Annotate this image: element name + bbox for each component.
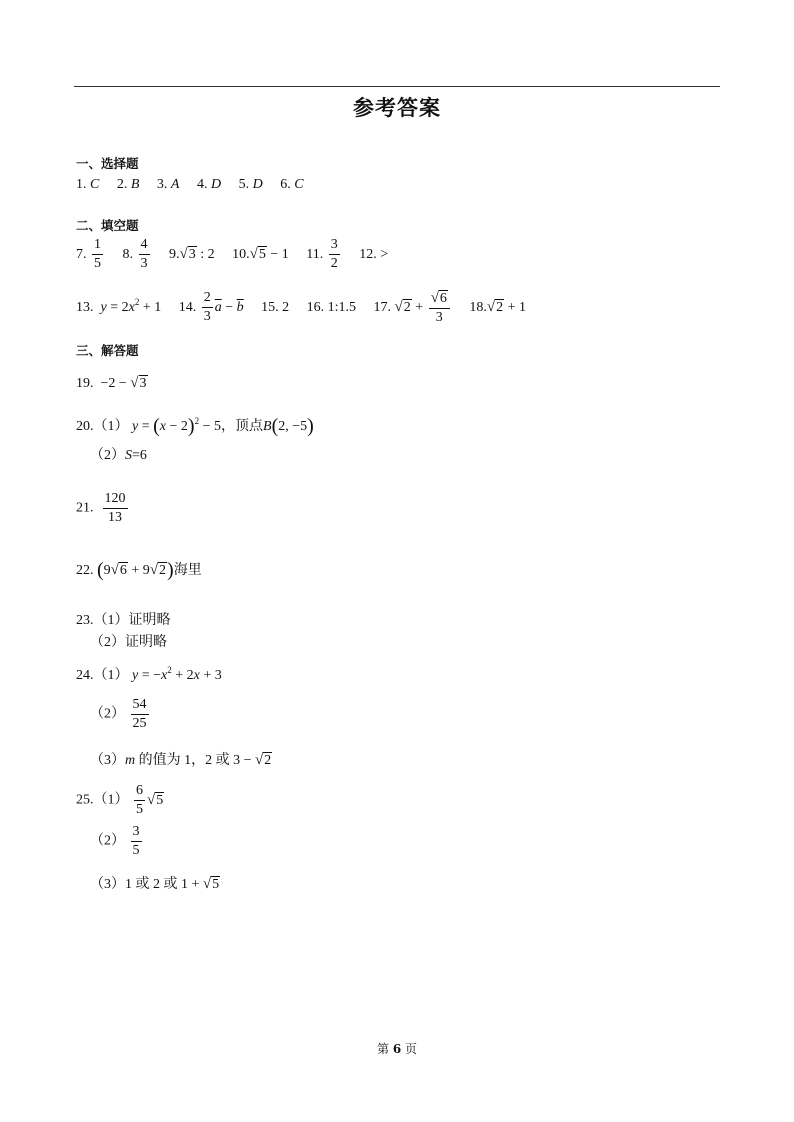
mc-answer-6: 6. C: [280, 177, 304, 192]
solve-answer-22: 22. (9 √ 6 + 9 √ 2 )海里: [76, 559, 202, 581]
sqrt: √ 5: [147, 791, 164, 808]
fill-row-2: [76, 290, 540, 325]
fraction: $\frac{120}{13}$: [104, 491, 126, 525]
solve-answer-24-part-3: （3）m 的值为 1，2 或 3 − √ 2: [90, 752, 272, 768]
solve-answer-20-part-2: （2）S=6: [90, 448, 147, 463]
mc-answer-4: 4. D: [196, 177, 222, 192]
solve-answer-21: 21. $\frac{120}{13}$: [76, 491, 126, 525]
page-footer: 第 6 页: [376, 1042, 418, 1056]
fraction: $\frac{1}{5}$: [94, 237, 101, 271]
fraction: $\frac{3}{2}$: [330, 237, 338, 271]
fill-row-1: [76, 238, 402, 271]
solve-answer-23-part-2: （2）证明略: [90, 635, 167, 650]
page-title: 参考答案: [353, 95, 441, 120]
sqrt: √ 2: [486, 298, 504, 315]
sqrt: √ 2: [149, 562, 167, 578]
solve-answer-24-part-1: 24.（1） $y = -x^2 + 2x + 3$: [76, 665, 222, 683]
sqrt: √ 2: [394, 298, 411, 315]
fill-answer-8: 8. $\frac{4}{3}$: [122, 237, 148, 271]
sqrt: √ 2: [255, 752, 272, 768]
section-heading-solve: 三、解答题: [76, 343, 139, 358]
section-heading-fill: 二、填空题: [76, 218, 139, 233]
fill-answer-14: 14. $\frac{2}{3}$ $\overline{a} - \overline{b}$: [178, 290, 244, 324]
sqrt: √ 3: [179, 245, 196, 262]
fraction: √ 6 3: [429, 290, 450, 325]
solve-answer-25-part-1: 25.（1） $\frac{6}{5}$ √ 5: [76, 783, 164, 817]
fill-answer-12: 12. >: [359, 246, 389, 262]
solve-answer-20-part-1: 20.（1） $y = (x - 2)^2 - 5$，顶点B(2, −5): [76, 415, 314, 437]
mc-answer-5: 5. D: [238, 177, 263, 192]
mc-answer-1: 1. C: [76, 177, 100, 192]
fill-answer-10: 10. √ 5 − 1: [232, 245, 289, 262]
fill-answer-17: 17. √ 2 + √ 6 3: [374, 300, 452, 315]
solve-answer-23-part-1: 23.（1）证明略: [76, 613, 171, 628]
fraction: $\frac{4}{3}$: [140, 237, 148, 271]
sqrt: √ 5: [202, 876, 220, 892]
solve-answer-19: 19. −2 − √ 3: [76, 375, 147, 391]
sqrt: √ 6: [110, 562, 127, 578]
section-heading-choice: 一、选择题: [76, 156, 139, 171]
fraction: $\frac{3}{5}$: [132, 824, 140, 858]
fill-answer-9: 9. √ 3 : 2: [169, 245, 215, 262]
mc-answers-row: [76, 178, 318, 192]
fraction: $\frac{54}{25}$: [132, 697, 147, 731]
fill-answer-13: 13. $y = 2x^2 + 1$: [76, 296, 162, 315]
fill-answer-16: 16. 1:1.5: [306, 299, 357, 315]
fill-answer-15: 15. 2: [261, 299, 290, 315]
mc-answer-2: 2. B: [116, 177, 140, 192]
mc-answer-3: 3. A: [156, 177, 180, 192]
solve-answer-24-part-2: （2） $\frac{54}{25}$: [90, 697, 147, 731]
fill-answer-18: 18. √ 2 + 1: [469, 298, 527, 315]
fill-answer-7: 7. $\frac{1}{5}$: [76, 237, 101, 271]
solve-answer-25-part-2: （2） $\frac{3}{5}$: [90, 824, 140, 858]
solve-answer-25-part-3: （3）1 或 2 或 1 + √ 5: [90, 876, 220, 892]
sqrt: √ 3: [130, 375, 147, 391]
fraction: $\frac{6}{5}$: [136, 783, 143, 817]
header-rule: [74, 86, 720, 87]
sqrt: √ 5: [249, 245, 266, 262]
page-number: 6: [392, 1042, 402, 1056]
fill-answer-11: 11. $\frac{3}{2}$: [306, 237, 338, 271]
fraction: $\frac{2}{3}$: [203, 290, 211, 324]
